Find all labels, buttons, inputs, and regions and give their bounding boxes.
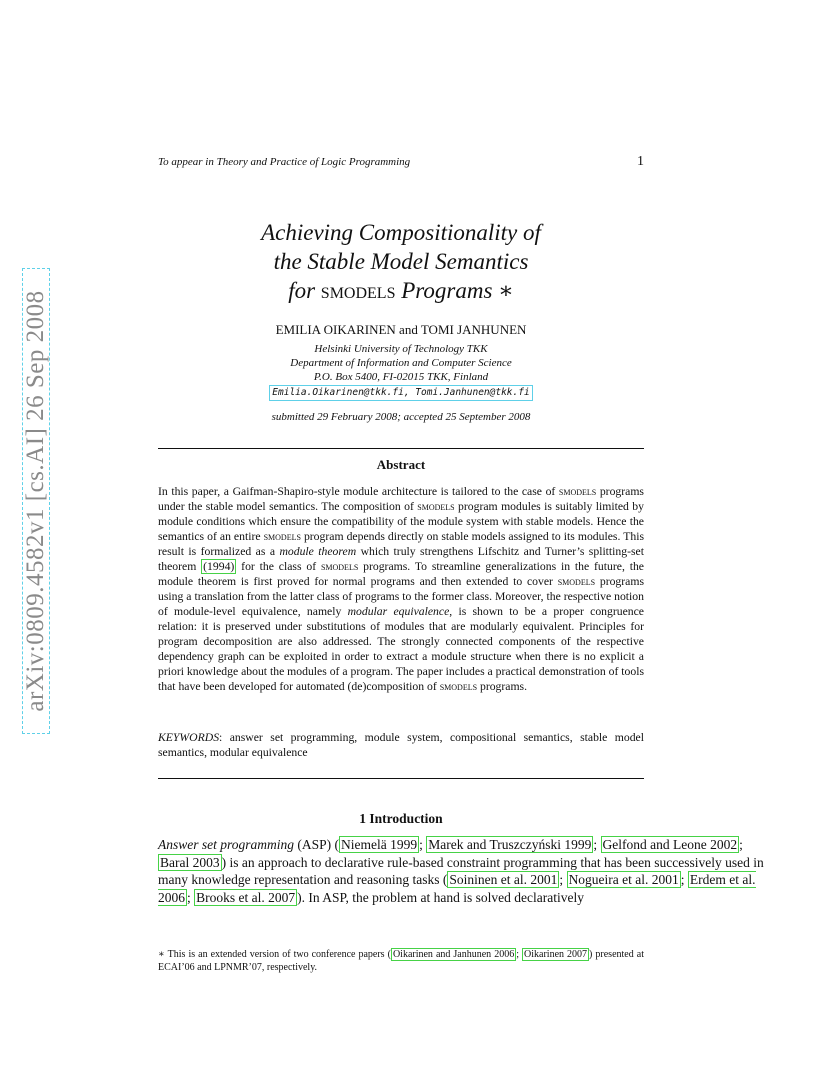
- top-rule: [158, 448, 644, 449]
- footnote-mark: ∗: [158, 949, 165, 960]
- citation-link[interactable]: Oikarinen 2007: [524, 949, 588, 960]
- page-number: 1: [637, 154, 644, 169]
- arxiv-id: arXiv:0809.4582v1 [cs.AI] 26 Sep 2008: [22, 290, 49, 712]
- journal-name: To appear in Theory and Practice of Logic Programming: [158, 156, 411, 168]
- address: P.O. Box 5400, FI-02015 TKK, Finland: [313, 371, 489, 383]
- citation-link[interactable]: Nogueira et al. 2001: [568, 872, 679, 888]
- keywords: KEYWORDS: answer set programming, module system, compositional semantics, stable model semantics, modular equivalence: [158, 731, 644, 759]
- arxiv-sidebar[interactable]: [22, 268, 50, 734]
- citation-link[interactable]: Oikarinen and Janhunen 2006: [392, 949, 515, 960]
- email-link[interactable]: Emilia.Oikarinen@tkk.fi, Tomi.Janhunen@tkk.fi: [269, 385, 532, 401]
- title-line-2: the Stable Model Semantics: [273, 249, 529, 274]
- citation-link[interactable]: Gelfond and Leone 2002: [602, 837, 738, 852]
- citation-link[interactable]: Brooks et al. 2007: [196, 889, 296, 905]
- abstract-heading: Abstract: [376, 457, 426, 472]
- citation-link[interactable]: Soininen et al. 2001: [449, 872, 558, 888]
- running-head: [158, 156, 644, 168]
- footnote: ∗ This is an extended version of two conference papers ( Oikarinen and Janhunen 2006 ; Oikarinen 2007 ) presented at ECAI’06 and LPNMR’07, respectively.: [158, 949, 644, 973]
- university: Helsinki University of Technology TKK: [314, 343, 488, 355]
- authors: EMILIA OIKARINEN and TOMI JANHUNEN: [275, 322, 527, 337]
- submission-dates: submitted 29 February 2008; accepted 25 September 2008: [271, 411, 531, 423]
- intro-paragraph: Answer set programming (ASP) ( Niemelä 1999 ; Marek and Truszczyński 1999 ; Gelfond and Leone 2002 ; Baral 2003 ) is an approach to declarative rule-based constraint programming that has been successively used in many knowledge representation and reasoning tasks ( Soininen et al. 2001 ; Nogueira et al. 2001 ; Erdem et al. 2006 ; Brooks et al. 2007 ). In ASP, the problem at hand is solved declaratively: [158, 837, 764, 905]
- department: Department of Information and Computer Science: [290, 357, 512, 369]
- citation-link[interactable]: (1994): [203, 560, 235, 573]
- title-line-3: for smodels Programs ∗: [288, 278, 514, 303]
- citation-link[interactable]: Marek and Truszczyński 1999: [428, 837, 592, 852]
- citation-link[interactable]: Erdem et al. 2006: [158, 872, 756, 905]
- bottom-rule: [158, 778, 644, 779]
- citation-link[interactable]: Niemelä 1999: [341, 837, 418, 852]
- title-line-1: Achieving Compositionality of: [261, 220, 541, 245]
- paper-title: [158, 218, 644, 305]
- citation-link[interactable]: Baral 2003: [160, 854, 220, 870]
- abstract-text: In this paper, a Gaifman-Shapiro-style module architecture is tailored to the case of smodels programs under the stable model semantics. The composition of smodels program modules is suitably limited by module conditions which ensure the compatibility of the module system with stable models. Hence the semantics of an entire smodels program depends directly on stable models assigned to its modules. This result is formalized as a module theorem which truly strengthens Lifschitz and Turner’s splitting-set theorem (1994) for the class of smodels programs. To streamline generalizations in the future, the module theorem is first proved for normal programs and then extended to cover smodels programs using a translation from the latter class of programs to the former class. Moreover, the respective notion of module-level equivalence, namely modular equivalence, is shown to be a proper congruence relation: it is preserved under substitutions of modules that are modularly equivalent. Principles for program decomposition are also addressed. The strongly connected components of the respective dependency graph can be exploited in order to extract a module structure when there is no explicit a priori knowledge about the modules of a program. The paper includes a practical demonstration of tools that have been developed for automated (de)composition of smodels programs.: [158, 485, 644, 693]
- section-heading: 1 Introduction: [359, 811, 443, 826]
- affiliation: [158, 342, 644, 401]
- keywords-label: KEYWORDS: [158, 731, 220, 744]
